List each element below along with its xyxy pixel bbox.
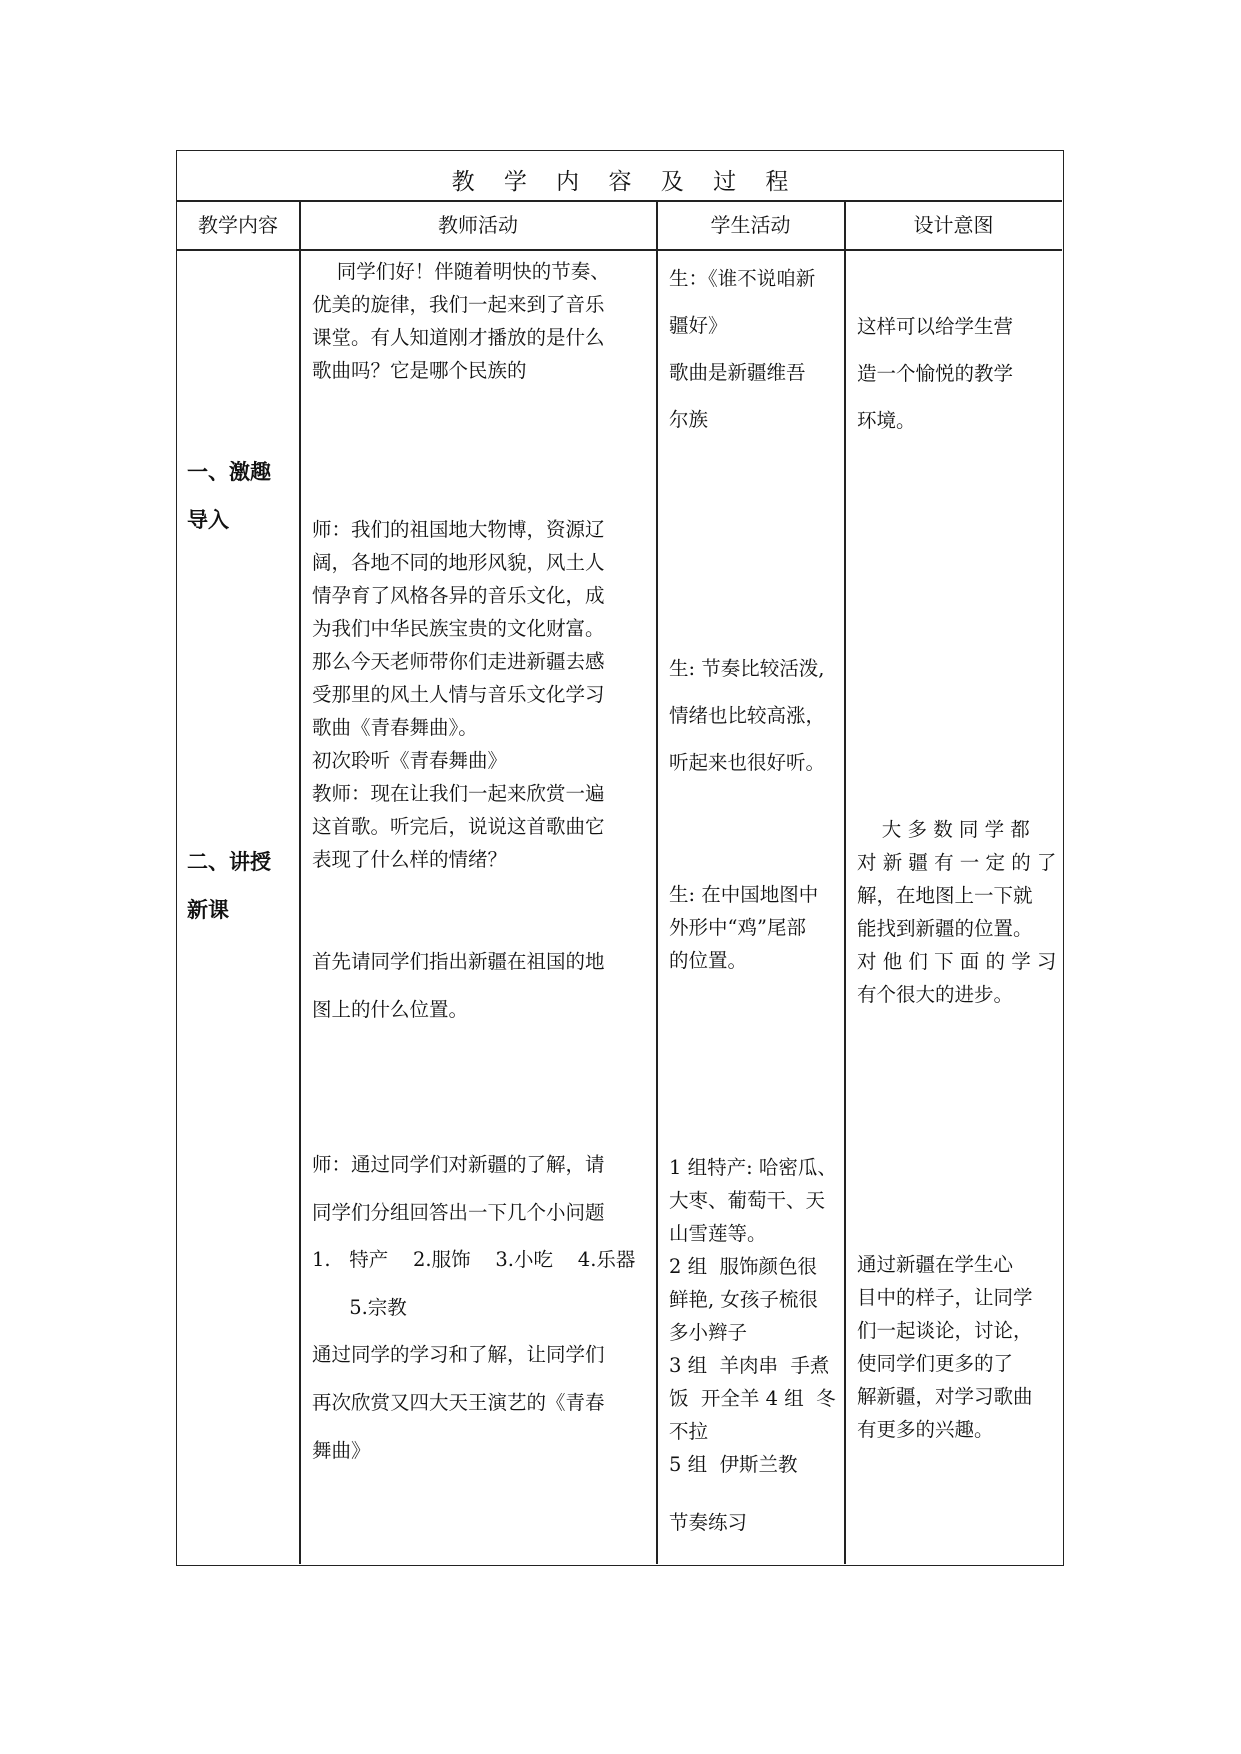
header-teacher: 教师活动 [438, 213, 518, 237]
col-divider-1 [299, 200, 301, 1564]
teacher-group-questions: 师：通过同学们对新疆的了解，请 同学们分组回答出一下几个小问题 [312, 1153, 605, 1224]
lesson-table [176, 150, 1064, 1566]
teacher-question-list: 1. 特产 2.服饰 3.小吃 4.乐器 5.宗教 [312, 1248, 636, 1319]
student-answer-map: 生: 在中国地图中 外形中“鸡”尾部 的位置。 [669, 883, 819, 972]
header-student: 学生活动 [710, 213, 791, 237]
col-divider-3 [844, 200, 846, 1564]
teacher-first-listening: 初次聆听《青春舞曲》 教师：现在让我们一起来欣赏一遍 这首歌。听完后，说说这首歌曲它 表现了什么样的情绪？ [312, 749, 605, 871]
col-divider-2 [656, 200, 658, 1564]
teacher-intro-xinjiang: 师：我们的祖国地大物博，资源辽 阔，各地不同的地形风貌，风土人 情孕育了风格各异的音乐文化，成 为我们中华民族宝贵的文化财富。 那么今天老师带你们走进新疆去感 受那里的风土人情与音乐文化学习 歌曲《青春舞曲》。 [312, 518, 605, 739]
student-answer-mood: 生: 节奏比较活泼, 情绪也比较高涨， 听起来也很好听。 [669, 657, 826, 774]
table-title: 教 学 内 容 及 过 程 [451, 169, 791, 195]
teacher-second-listening: 通过同学的学习和了解，让同学们 再次欣赏又四大天王演艺的《青春 舞曲》 [312, 1343, 605, 1462]
header-content: 教学内容 [198, 213, 278, 237]
intent-map: 大 多 数 同 学 都 对 新 疆 有 一 定 的 了 解，在地图上一下就 能找到新疆的位置。 对 他 们 下 面 的 学 习 有个很大的进步。 [857, 818, 1057, 1006]
section-new-lesson: 二、讲授 新课 [187, 850, 271, 922]
student-answer-song: 生：《谁不说咱新 疆好》 歌曲是新疆维吾 尔族 [669, 267, 816, 431]
teacher-map-question: 首先请同学们指出新疆在祖国的地 图上的什么位置。 [312, 950, 605, 1021]
intent-discussion: 通过新疆在学生心 目中的样子，让同学 们一起谈论，讨论， 使同学们更多的了 解新疆，对学习歌曲 有更多的兴趣。 [857, 1253, 1033, 1441]
header-intent: 设计意图 [913, 213, 994, 237]
student-group-answers: 1 组特产: 哈密瓜、 大枣、葡萄干、天 山雪莲等。 2 组 服饰颜色很 鲜艳, 女孩子梳很 多小辫子 3 组 羊肉串 手煮 饭 开全羊 4 组 冬 不拉 5 组 伊斯兰教 [669, 1156, 837, 1476]
student-rhythm-practice: 节奏练习 [669, 1511, 748, 1534]
teacher-greeting: 同学们好！伴随着明快的节奏、 优美的旋律，我们一起来到了音乐 课堂。有人知道刚才播放的是什么 歌曲吗？它是哪个民族的 [312, 260, 610, 382]
section-intro: 一、激趣 导入 [187, 460, 271, 532]
intent-atmosphere: 这样可以给学生营 造一个愉悦的教学 环境。 [857, 315, 1014, 432]
